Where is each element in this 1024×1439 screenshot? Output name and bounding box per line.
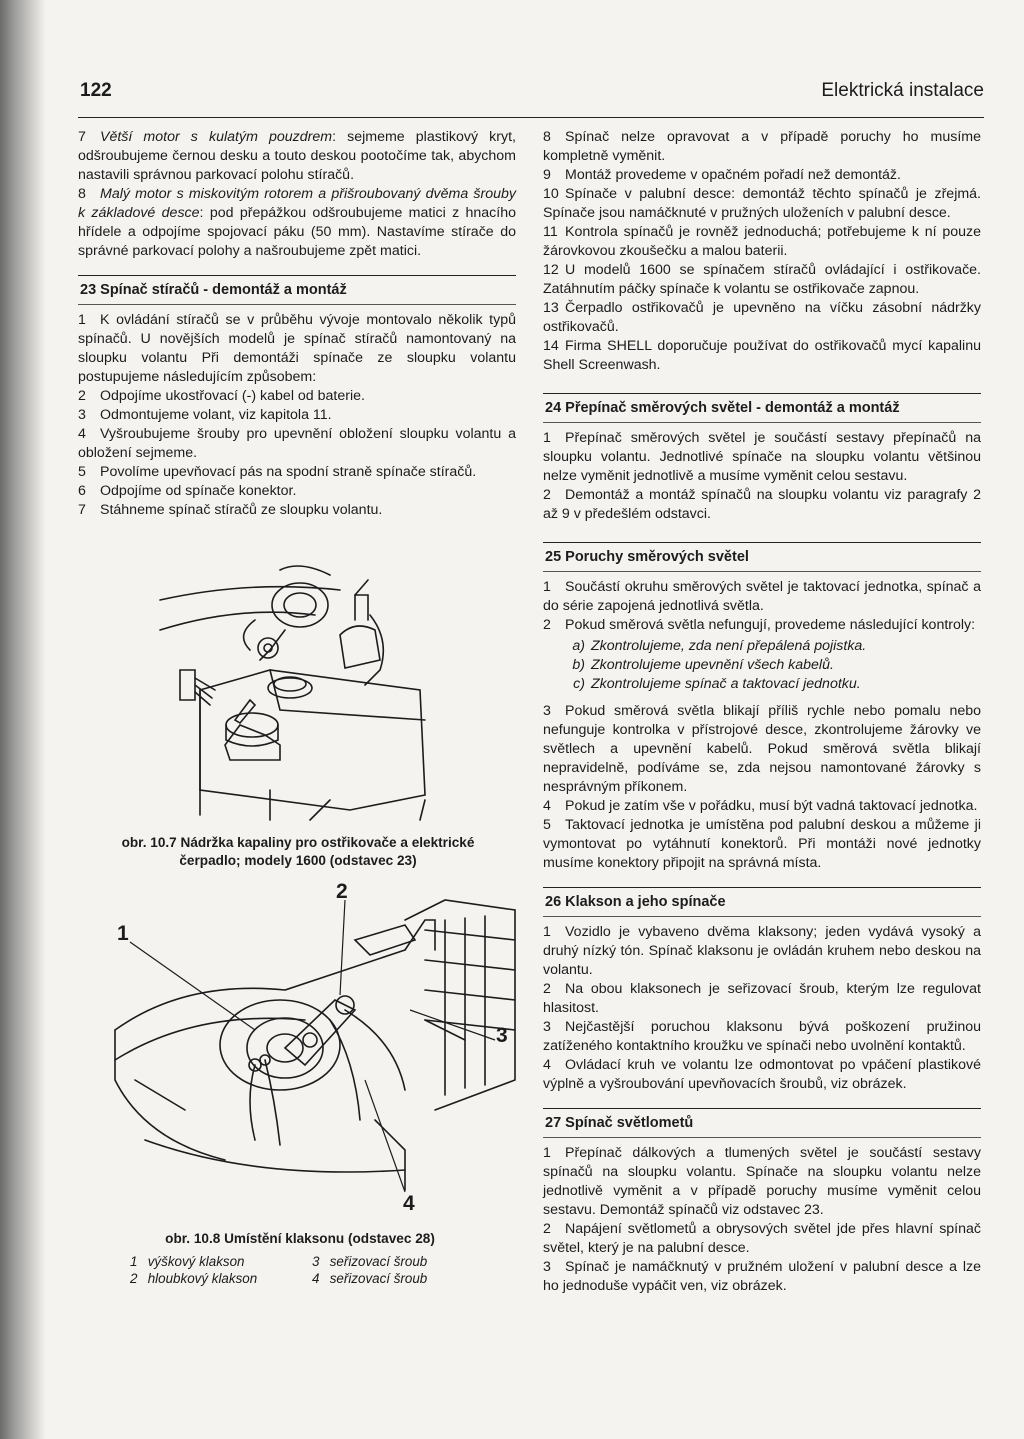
paragraph: [78, 501, 516, 520]
paragraph: [543, 166, 981, 185]
paragraph: [543, 1056, 981, 1094]
figure-caption: obr. 10.8 Umístění klaksonu (odstavec 28): [165, 1231, 435, 1246]
paragraph-number: 1: [543, 579, 551, 595]
section-title: Elektrická instalace: [821, 80, 984, 101]
legend-number: 3: [312, 1254, 320, 1269]
paragraph-text: Spínač nelze opravovat a v případě poruchy ho musíme kompletně vyměnit.: [543, 129, 981, 164]
paragraph: [78, 185, 516, 261]
section-heading: 23 Spínač stíračů - demontáž a montáž: [78, 275, 516, 305]
washer-reservoir-illustration: [140, 560, 440, 830]
section-heading: 27 Spínač světlometů: [543, 1108, 981, 1138]
paragraph-number: 9: [543, 167, 551, 183]
paragraph-number: 3: [78, 407, 86, 423]
paragraph: [543, 429, 981, 486]
paragraph: [543, 797, 981, 816]
check-label: b): [572, 657, 585, 673]
paragraph-text: Spínače v palubní desce: demontáž těchto spínačů je zřejmá. Spínače jsou namáčknuté v pružných uloženích v palubní desce.: [543, 186, 981, 221]
figure-caption: [110, 834, 486, 870]
paragraph-text: Kontrola spínačů je rovněž jednoduchá; potřebujeme k ní pouze žárovkovou zkoušečku a malou baterii.: [543, 224, 981, 259]
paragraph: [543, 816, 981, 873]
callout-label: 4: [403, 1192, 415, 1215]
check-text: Zkontrolujeme, zda není přepálená pojistka.: [591, 638, 867, 654]
legend-item: [312, 1253, 492, 1270]
paragraph: [543, 1258, 981, 1296]
paragraph-number: 3: [543, 1019, 551, 1035]
paragraph-number: 8: [543, 129, 551, 145]
binding-shadow: [0, 0, 46, 1439]
paragraph-text: Spínač je namáčknutý v pružném uložení v palubní desce a lze ho jednoduše vypáčit ven, viz obrázek.: [543, 1259, 981, 1294]
paragraph-number: 6: [78, 483, 86, 499]
check-label: a): [572, 638, 585, 654]
paragraph-number: 5: [543, 817, 551, 833]
paragraph-text: Stáhneme spínač stíračů ze sloupku volantu.: [100, 502, 383, 518]
paragraph-number: 2: [78, 388, 86, 404]
paragraph-text: Vozidlo je vybaveno dvěma klaksony; jeden vydává vysoký a druhý nízký tón. Spínač klaksonu je ovládán kruhem nebo deskou na volantu.: [543, 924, 981, 978]
paragraph-number: 5: [78, 464, 86, 480]
paragraph-text: Na obou klaksonech je seřizovací šroub, kterým lze regulovat hlasitost.: [543, 981, 981, 1016]
legend-text: seřizovací šroub: [329, 1271, 428, 1286]
paragraph-text: Přepínač směrových světel je součástí sestavy přepínačů na sloupku volantu. Jednotlivé spínače na sloupku volantu většinou nelze vyměnit jednotlivě a musíme vyměnit celou sestavu.: [543, 430, 981, 484]
paragraph-text: Taktovací jednotka je umístěna pod palubní deskou a můžeme ji vymontovat po vytáhnutí konektorů. Při montáži nové jednotky musíme konektory připojit na správná místa.: [543, 817, 981, 871]
paragraph: [543, 702, 981, 797]
paragraph-text: Čerpadlo ostřikovačů je upevněno na víčku zásobní nádržky ostřikovačů.: [543, 300, 981, 335]
paragraph-text: Odpojíme od spínače konektor.: [100, 483, 297, 499]
paragraph-text: Součástí okruhu směrových světel je taktovací jednotka, spínač a do série zapojená jednotlivá světla.: [543, 579, 981, 614]
paragraph-text: Přepínač dálkových a tlumených světel je součástí sestavy spínačů na sloupku volantu. Spínače na sloupku volantu nelze jednotlivě vyměnit a v případě poruchy musíme vyměnit celou sestavu. Demontáž spínačů viz odstavec 23.: [543, 1145, 981, 1218]
paragraph-number: 2: [543, 981, 551, 997]
paragraph: [78, 128, 516, 185]
paragraph: [543, 299, 981, 337]
page-header: [80, 80, 984, 110]
paragraph-text: : sejmeme plastikový kryt, odšroubujeme černou desku a touto deskou pootočíme tak, abychom nastavili správnou parkovací polohu stíračů.: [78, 129, 516, 183]
paragraph-number: 11: [543, 224, 558, 240]
paragraph: [543, 923, 981, 980]
paragraph-number: 1: [543, 1145, 551, 1161]
legend-item: [130, 1270, 310, 1287]
callout-label: 2: [336, 880, 348, 903]
paragraph: [543, 616, 981, 635]
legend-text: výškový klakson: [147, 1254, 245, 1269]
paragraph-number: 12: [543, 262, 559, 278]
paragraph: [543, 261, 981, 299]
left-column: [78, 128, 516, 520]
paragraph: [78, 406, 516, 425]
paragraph-number: 4: [78, 426, 86, 442]
callout-label: 3: [496, 1024, 508, 1047]
paragraph: [78, 482, 516, 501]
paragraph: [78, 463, 516, 482]
paragraph: [78, 311, 516, 387]
legend-text: seřizovací šroub: [329, 1254, 428, 1269]
legend-number: 2: [130, 1271, 138, 1286]
paragraph-text: Ovládací kruh ve volantu lze odmontovat po vpáčení plastikové výplně a vyšroubování upevňovacích šroubů, viz obrázek.: [543, 1057, 981, 1092]
paragraph: [543, 980, 981, 1018]
paragraph: [543, 128, 981, 166]
horn-location-illustration: [105, 880, 525, 1210]
legend-number: 1: [130, 1254, 138, 1269]
paragraph: [543, 486, 981, 524]
paragraph-text: Demontáž a montáž spínačů na sloupku volantu viz paragrafy 2 až 9 v předešlém odstavci.: [543, 487, 981, 522]
paragraph-text: K ovládání stíračů se v průběhu vývoje montovalo několik typů spínačů. U novějších modelů je spínač stíračů namontovaný na sloupku volantu Při demontáži spínače ze sloupku volantu postupujeme následujícím způsobem:: [78, 312, 516, 385]
paragraph: [543, 185, 981, 223]
check-item: [565, 675, 981, 694]
paragraph-number: 2: [543, 617, 551, 633]
paragraph-number: 7: [78, 129, 86, 145]
legend-text: hloubkový klakson: [147, 1271, 258, 1286]
paragraph: [543, 1018, 981, 1056]
paragraph-lead: Větší motor s kulatým pouzdrem: [100, 129, 333, 145]
paragraph: [543, 1220, 981, 1258]
paragraph-text: Odpojíme ukostřovací (-) kabel od baterie.: [100, 388, 365, 404]
paragraph-text: Povolíme upevňovací pás na spodní straně spínače stíračů.: [100, 464, 477, 480]
section-heading: 25 Poruchy směrových světel: [543, 542, 981, 572]
paragraph-text: U modelů 1600 se spínačem stíračů ovládající i ostřikovače. Zatáhnutím páčky spínače k volantu se ostřikovače zapnou.: [543, 262, 981, 297]
paragraph-number: 10: [543, 186, 559, 202]
check-item: [565, 637, 981, 656]
legend-item: [312, 1270, 492, 1287]
paragraph-number: 8: [78, 186, 86, 202]
paragraph: [78, 387, 516, 406]
paragraph-text: Pokud směrová světla blikají příliš rychle nebo pomalu nebo nefunguje kontrolka v přístrojové desce, zkontrolujeme žárovky ve světlech a upevnění kabelů. Pokud směrová světla blikají nepravidelně, podíváme se, zda nejsou namontované žárovky s nesprávným příkonem.: [543, 703, 981, 795]
paragraph: [543, 337, 981, 375]
paragraph-number: 1: [543, 924, 551, 940]
paragraph-number: 4: [543, 1057, 551, 1073]
caption-line: obr. 10.7 Nádržka kapaliny pro ostřikovače a elektrické: [121, 835, 475, 850]
paragraph-text: Napájení světlometů a obrysových světel jde přes hlavní spínač světel, který je na palubní desce.: [543, 1221, 981, 1256]
paragraph-text: Pokud směrová světla nefungují, provedeme následující kontroly:: [565, 617, 976, 633]
callout-label: 1: [117, 922, 129, 945]
header-rule: [78, 117, 984, 118]
legend-number: 4: [312, 1271, 320, 1286]
caption-line: čerpadlo; modely 1600 (odstavec 23): [179, 853, 417, 868]
paragraph: [543, 1144, 981, 1220]
legend-item: [130, 1253, 310, 1270]
paragraph-number: 3: [543, 1259, 551, 1275]
paragraph: [543, 578, 981, 616]
paragraph-text: Odmontujeme volant, viz kapitola 11.: [100, 407, 332, 423]
figure-legend-left: [130, 1253, 310, 1287]
paragraph-number: 4: [543, 798, 551, 814]
check-text: Zkontrolujeme spínač a taktovací jednotku.: [591, 676, 861, 692]
paragraph-number: 13: [543, 300, 559, 316]
paragraph: [78, 425, 516, 463]
paragraph-text: Montáž provedeme v opačném pořadí než demontáž.: [565, 167, 901, 183]
check-label: c): [573, 676, 585, 692]
paragraph-text: : pod přepážkou odšroubujeme matici z hnacího hřídele a odpojíme spojovací páku (50 mm). Nastavíme stírače do správné parkovací polohy a našroubujeme zpět matici.: [78, 205, 516, 259]
page-number: 122: [80, 80, 112, 101]
paragraph-text: Pokud je zatím vše v pořádku, musí být vadná taktovací jednotka.: [565, 798, 978, 814]
section-heading: 26 Klakson a jeho spínače: [543, 887, 981, 917]
check-list: [543, 637, 981, 694]
paragraph-number: 14: [543, 338, 559, 354]
figure-legend-right: [312, 1253, 492, 1287]
paragraph-number: 1: [543, 430, 551, 446]
paragraph-number: 2: [543, 487, 551, 503]
check-text: Zkontrolujeme upevnění všech kabelů.: [591, 657, 834, 673]
paragraph-number: 2: [543, 1221, 551, 1237]
paragraph-text: Firma SHELL doporučuje používat do ostřikovačů mycí kapalinu Shell Screenwash.: [543, 338, 981, 373]
paragraph-number: 3: [543, 703, 551, 719]
check-item: [565, 656, 981, 675]
paragraph-lead: Malý motor s miskovitým rotorem a přišroubovaný dvěma šrouby k základové desce: [78, 186, 516, 221]
paragraph: [543, 223, 981, 261]
right-column: [543, 128, 981, 1296]
paragraph-text: Nejčastější poruchou klaksonu bývá poškození pružinou zatíženého kontaktního kroužku ve spínači nebo uvolnění kontaktů.: [543, 1019, 981, 1054]
paragraph-number: 1: [78, 312, 86, 328]
paragraph-text: Vyšroubujeme šrouby pro upevnění obložení sloupku volantu a obložení sejmeme.: [78, 426, 516, 461]
paragraph-number: 7: [78, 502, 86, 518]
section-heading: 24 Přepínač směrových světel - demontáž a montáž: [543, 393, 981, 423]
